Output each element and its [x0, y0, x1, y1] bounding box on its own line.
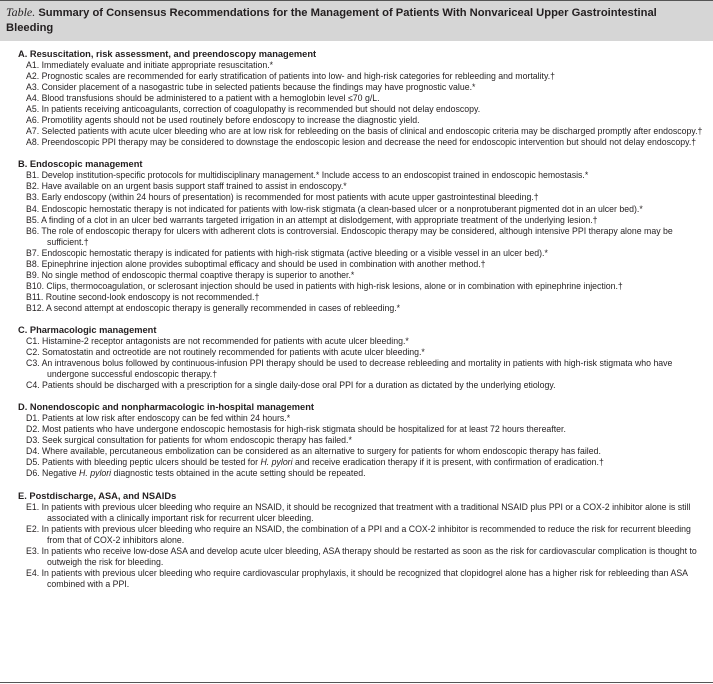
bottom-rule — [0, 682, 713, 683]
recommendation-item: A4. Blood transfusions should be administered to a patient with a hemoglobin level ≤70 g/L. — [26, 93, 380, 104]
recommendation-item: D3. Seek surgical consultation for patients for whom endoscopic therapy has failed.* — [26, 435, 352, 446]
recommendation-item: B6. The role of endoscopic therapy for ulcers with adherent clots is controversial. Endoscopic therapy may be considered, although intensive PPI therapy alone may be sufficient.† — [26, 225, 673, 247]
top-rule — [0, 0, 713, 1]
recommendation-item: B10. Clips, thermocoagulation, or sclerosant injection should be used in patients with high-risk lesions, alone or in combination with epinephrine injection.† — [26, 280, 623, 291]
section-heading: B. Endoscopic management — [18, 159, 143, 170]
section — [18, 158, 707, 314]
recommendation-item: C1. Histamine-2 receptor antagonists are not recommended for patients with acute ulcer bleeding.* — [26, 335, 409, 346]
recommendation-item: B7. Endoscopic hemostatic therapy is indicated for patients with high-risk stigmata (active bleeding or a visible vessel in an ulcer bed).* — [26, 247, 548, 258]
section-heading: A. Resuscitation, risk assessment, and preendoscopy management — [18, 49, 317, 59]
recommendation-item: B3. Early endoscopy (within 24 hours of presentation) is recommended for most patients with acute upper gastrointestinal bleeding.† — [26, 192, 539, 203]
recommendation-item: B11. Routine second-look endoscopy is not recommended.† — [26, 291, 260, 302]
recommendation-item: B12. A second attempt at endoscopic therapy is generally recommended in cases of rebleeding.* — [26, 302, 401, 313]
recommendation-item: A7. Selected patients with acute ulcer bleeding who are at low risk for rebleeding on the basis of clinical and endoscopic criteria may be discharged promptly after endoscopy.† — [26, 126, 703, 137]
section — [18, 490, 707, 590]
table-header — [0, 0, 713, 41]
recommendation-item: A2. Prognostic scales are recommended for early stratification of patients into low- and high-risk categories for rebleeding and mortality.† — [26, 71, 555, 82]
recommendation-item: B4. Endoscopic hemostatic therapy is not indicated for patients with low-risk stigmata (a clean-based ulcer or a nonprotuberant pigmented dot in an ulcer bed).* — [26, 203, 643, 214]
recommendation-item: A6. Promotility agents should not be used routinely before endoscopy to increase the diagnostic yield. — [26, 115, 420, 126]
section-heading: E. Postdischarge, ASA, and NSAIDs — [18, 490, 177, 501]
section — [18, 401, 707, 479]
recommendation-item: D2. Most patients who have undergone endoscopic hemostasis for high-risk stigmata should be hospitalized for at least 72 hours thereafter. — [26, 424, 566, 435]
recommendation-item: D1. Patients at low risk after endoscopy can be fed within 24 hours.* — [26, 413, 291, 424]
section — [18, 324, 707, 391]
recommendation-item: A5. In patients receiving anticoagulants, correction of coagulopathy is recommended but should not delay endoscopy. — [26, 104, 481, 115]
recommendation-item: A3. Consider placement of a nasogastric tube in selected patients because the findings may have prognostic value.* — [26, 82, 476, 93]
table-label: Table. — [6, 5, 36, 19]
recommendation-item: A8. Preendoscopic PPI therapy may be considered to downstage the endoscopic lesion and decrease the need for endoscopic intervention but should not delay endoscopy.† — [26, 137, 697, 148]
recommendation-item: C3. An intravenous bolus followed by continuous-infusion PPI therapy should be used to decrease rebleeding and mortality in patients with high-risk stigmata who have undergone successful endoscopic therapy.† — [26, 358, 673, 380]
section — [18, 48, 707, 148]
recommendation-item: E3. In patients who receive low-dose ASA and develop acute ulcer bleeding, ASA therapy should be restarted as soon as the risk for cardiovascular complication is thought to outweigh the risk for bleeding. — [26, 545, 697, 567]
recommendation-item: B8. Epinephrine injection alone provides suboptimal efficacy and should be used in combination with another method.† — [26, 258, 486, 269]
recommendation-item: D5. Patients with bleeding peptic ulcers should be tested for H. pylori and receive eradication therapy if it is present, with confirmation of eradication.† — [26, 457, 604, 468]
recommendation-item: B2. Have available on an urgent basis support staff trained to assist in endoscopy.* — [26, 181, 347, 192]
recommendation-item: B5. A finding of a clot in an ulcer bed warrants targeted irrigation in an attempt at dislodgement, with appropriate treatment of the underlying lesion.† — [26, 214, 598, 225]
table-title-text: Summary of Consensus Recommendations for the Management of Patients With Nonvariceal Upper Gastrointestinal Bleeding — [6, 7, 657, 34]
recommendation-item: E4. In patients with previous ulcer bleeding who require cardiovascular prophylaxis, it should be recognized that clopidogrel alone has a higher risk for rebleeding than ASA combined with a PPI. — [26, 567, 688, 589]
recommendation-item: A1. Immediately evaluate and initiate appropriate resuscitation.* — [26, 60, 274, 70]
recommendation-item: B9. No single method of endoscopic thermal coaptive therapy is superior to another.* — [26, 269, 355, 280]
section-heading: D. Nonendoscopic and nonpharmacologic in-hospital management — [18, 402, 314, 413]
recommendation-item: C4. Patients should be discharged with a prescription for a single daily-dose oral PPI for a duration as dictated by the underlying etiology. — [26, 380, 556, 391]
table-body — [0, 41, 713, 590]
recommendation-item: E1. In patients with previous ulcer bleeding who require an NSAID, it should be recognized that treatment with a traditional NSAID plus PPI or a COX-2 inhibitor alone is still associated with a clinically important risk for recurrent ulcer bleeding. — [26, 501, 691, 523]
recommendation-item: B1. Develop institution-specific protocols for multidisciplinary management.* Include access to an endoscopist trained in endoscopic hemostasis.* — [26, 170, 589, 181]
section-heading: C. Pharmacologic management — [18, 324, 157, 335]
recommendation-item: C2. Somatostatin and octreotide are not routinely recommended for patients with acute ulcer bleeding.* — [26, 347, 425, 358]
recommendation-item: E2. In patients with previous ulcer bleeding who require an NSAID, the combination of a PPI and a COX-2 inhibitor is recommended to reduce the risk for recurrent bleeding from that of COX-2 inhibitors alone. — [26, 523, 691, 545]
recommendation-item: D6. Negative H. pylori diagnostic tests obtained in the acute setting should be repeated. — [26, 468, 366, 479]
table-title — [6, 5, 707, 36]
recommendation-item: D4. Where available, percutaneous embolization can be considered as an alternative to surgery for patients for whom endoscopic therapy has failed. — [26, 446, 601, 457]
